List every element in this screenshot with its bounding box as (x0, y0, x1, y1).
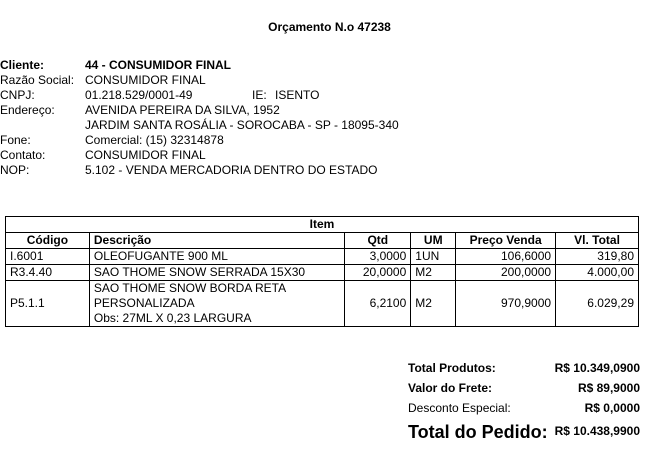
total-pedido-label: Total do Pedido: (408, 422, 548, 442)
cell-codigo: I.6001 (6, 249, 90, 265)
items-group-header: Item (6, 217, 639, 233)
razao-label: Razão Social: (0, 73, 75, 87)
ie-value: ISENTO (275, 88, 320, 102)
total-pedido-value: R$ 10.438,9900 (554, 424, 640, 438)
cell-descricao (89, 249, 344, 265)
table-row (6, 265, 639, 281)
razao-value: CONSUMIDOR FINAL (85, 73, 206, 87)
col-header-qtd: Qtd (345, 233, 411, 249)
cell-um: M2 (411, 281, 456, 327)
cnpj-label: CNPJ: (0, 88, 35, 102)
cell-preco: 970,9000 (456, 281, 556, 327)
fone-value: Comercial: (15) 32314878 (85, 133, 224, 147)
col-header-um: UM (411, 233, 456, 249)
cell-codigo: P5.1.1 (6, 281, 90, 327)
cell-total: 319,80 (556, 249, 639, 265)
desconto-especial-label: Desconto Especial: (408, 401, 511, 415)
cell-qtd: 20,0000 (345, 265, 411, 281)
desconto-especial-row (408, 401, 640, 416)
contato-label: Contato: (0, 148, 46, 162)
fone-label: Fone: (0, 133, 31, 147)
col-header-total: Vl. Total (556, 233, 639, 249)
desc-line: SAO THOME SNOW SERRADA 15X30 (93, 265, 306, 279)
cliente-label: Cliente: (0, 58, 45, 72)
cnpj-row (0, 88, 400, 103)
desc-line: Obs: 27ML X 0,23 LARGURA (93, 311, 252, 325)
valor-frete-label: Valor do Frete: (408, 381, 493, 395)
cell-preco: 200,0000 (456, 265, 556, 281)
desc-line: OLEOFUGANTE 900 ML (93, 249, 228, 263)
desc-line: PERSONALIZADA (93, 296, 195, 310)
cell-codigo: R3.4.40 (6, 265, 90, 281)
items-table (5, 216, 639, 327)
col-header-preco: Preço Venda (456, 233, 556, 249)
cell-qtd: 3,0000 (345, 249, 411, 265)
document-title: Orçamento N.o 47238 (268, 20, 391, 34)
endereco-label: Endereço: (0, 103, 55, 117)
total-produtos-label: Total Produtos: (408, 361, 496, 375)
cell-descricao (89, 265, 344, 281)
cell-um: M2 (411, 265, 456, 281)
nop-label: NOP: (0, 163, 30, 177)
nop-value: 5.102 - VENDA MERCADORIA DENTRO DO ESTADO (85, 163, 378, 177)
total-produtos-value: R$ 10.349,0900 (554, 361, 640, 375)
cell-descricao (89, 281, 344, 327)
endereco-line2: JARDIM SANTA ROSÁLIA - SOROCABA - SP - 18095-340 (85, 118, 399, 132)
col-header-descricao: Descrição (89, 233, 344, 249)
col-header-codigo: Código (6, 233, 90, 249)
total-produtos-row (408, 361, 640, 376)
desconto-especial-value: R$ 0,0000 (584, 401, 640, 415)
cell-qtd: 6,2100 (345, 281, 411, 327)
cell-total: 4.000,00 (556, 265, 639, 281)
cell-preco: 106,6000 (456, 249, 556, 265)
cell-um: 1UN (411, 249, 456, 265)
ie-label: IE: (252, 88, 267, 102)
contato-value: CONSUMIDOR FINAL (85, 148, 206, 162)
valor-frete-row (408, 381, 640, 396)
valor-frete-value: R$ 89,9000 (577, 381, 640, 395)
total-pedido-row (408, 422, 640, 444)
endereco-line1: AVENIDA PEREIRA DA SILVA, 1952 (85, 103, 280, 117)
table-row (6, 281, 639, 327)
desc-line: SAO THOME SNOW BORDA RETA (93, 281, 287, 295)
items-group-header-row (6, 217, 639, 233)
items-header-row (6, 233, 639, 249)
cliente-value: 44 - CONSUMIDOR FINAL (85, 58, 232, 72)
cell-total: 6.029,29 (556, 281, 639, 327)
cnpj-value: 01.218.529/0001-49 (85, 88, 193, 102)
table-row (6, 249, 639, 265)
